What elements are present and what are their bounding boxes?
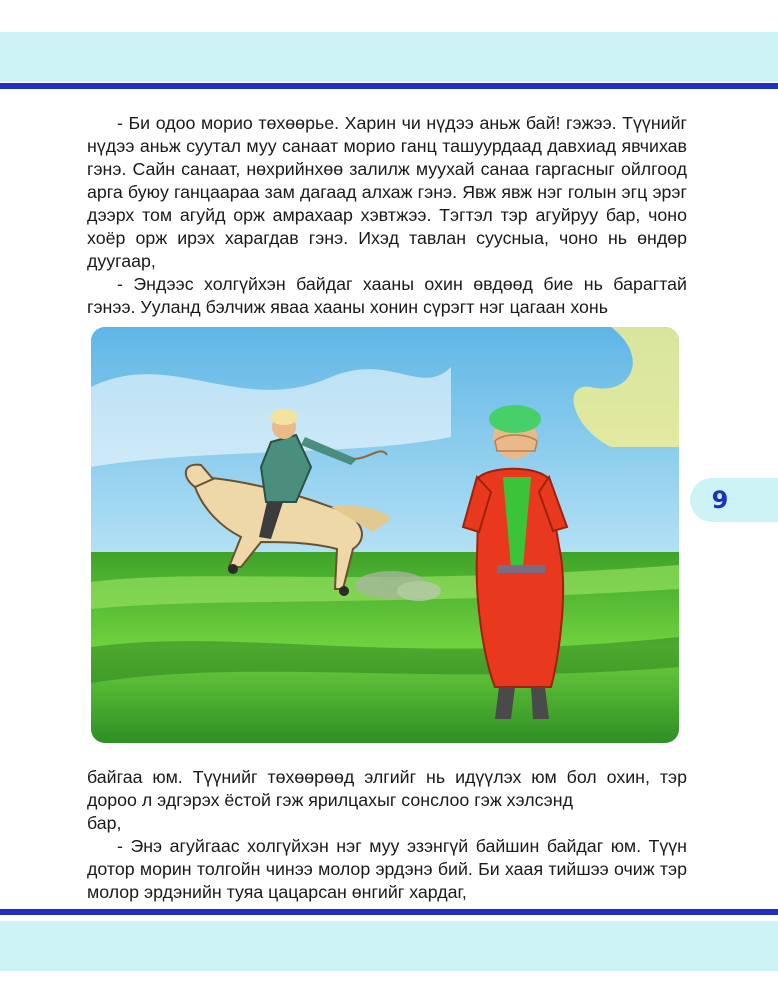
paragraph-2: - Эндээс холгүйхэн байдаг хааны охин өвдөөд бие нь барагтай гэнээ. Ууланд бэлчиж яваа хааны хонин сүрэгт нэг цагаан хонь bbox=[87, 274, 687, 317]
paragraph-4: - Энэ агуйгаас холгүйхэн нэг муу эзэнгүй байшин байдаг юм. Түүн дотор морин толгойн чинээ молор эрдэнэ бий. Би хаая тийшээ очиж тэр молор эрдэнийн туяа цацарсан өнгийг хардаг, bbox=[87, 836, 687, 902]
paragraph-1: - Би одоо морио төхөөрье. Харин чи нүдээ аньж бай! гэжээ. Түүнийг нүдээ аньж суутал муу санаат морио ганц ташуурдаад давхиад явчихав гэнэ. Сайн санаат, нөхрийнхөө залилж муухай санаа гаргасныг ойлгоод арга буюу ганцаараа зам дагаад алхаж гэнэ. Явж явж нэг голын эгц эрэг дээрх том агуйд орж амрахаар хэвтжээ. Тэгтэл тэр агуйруу бар, чоно хоёр орж ирэх харагдав гэнэ. Ихэд тавлан суусныа, чоно нь өндөр дуугаар, bbox=[87, 113, 687, 271]
story-illustration bbox=[91, 327, 679, 743]
text-block-bottom bbox=[87, 766, 687, 904]
footer-band bbox=[0, 921, 778, 971]
header-rule bbox=[0, 83, 778, 89]
page-number: 9 bbox=[711, 486, 729, 514]
text-block-top bbox=[87, 112, 687, 319]
paragraph-3: байгаа юм. Түүнийг төхөөрөөд элгийг нь идүүлэх юм бол охин, тэр дороо л эдгэрэх ёстой гэж ярилцахыг сонслоо гэж хэлсэнд bbox=[87, 767, 687, 810]
footer-rule bbox=[0, 909, 778, 915]
header-band bbox=[0, 32, 778, 82]
page-number-tab bbox=[690, 478, 778, 522]
paragraph-3-end: бар, bbox=[87, 813, 122, 833]
